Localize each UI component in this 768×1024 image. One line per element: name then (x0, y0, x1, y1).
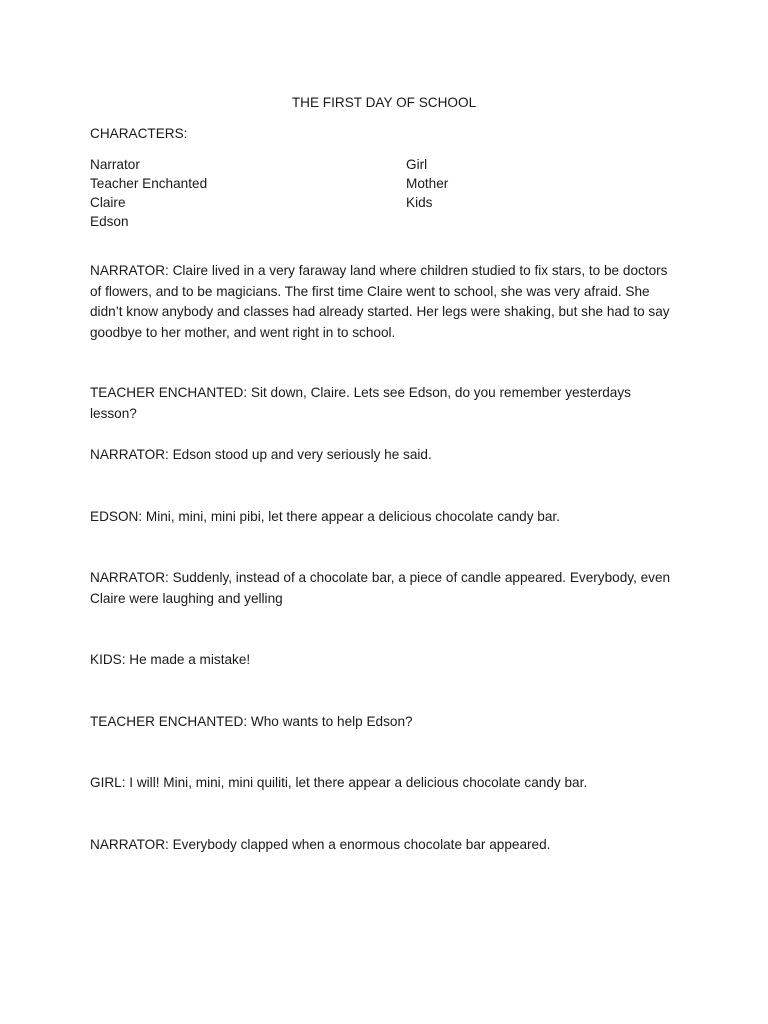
script-paragraph: NARRATOR: Edson stood up and very seriously he said. (90, 447, 432, 462)
script-paragraph: KIDS: He made a mistake! (90, 652, 251, 667)
characters-heading: CHARACTERS: (90, 126, 188, 141)
script-paragraph: TEACHER ENCHANTED: Sit down, Claire. Lets see Edson, do you remember yesterdays lesson? (90, 385, 631, 421)
script-paragraph: TEACHER ENCHANTED: Who wants to help Edson? (90, 714, 413, 729)
script-paragraph: EDSON: Mini, mini, mini pibi, let there appear a delicious chocolate candy bar. (90, 509, 560, 524)
character-name: Claire (90, 195, 126, 210)
characters-list-left (90, 155, 207, 231)
character-name: Kids (406, 195, 433, 210)
character-name: Teacher Enchanted (90, 176, 208, 191)
script-paragraph: NARRATOR: Suddenly, instead of a chocolate bar, a piece of candle appeared. Everybody, even Claire were laughing and yelling (90, 570, 671, 606)
character-name: Girl (406, 157, 428, 172)
script-paragraph: NARRATOR: Everybody clapped when a enormous chocolate bar appeared. (90, 837, 551, 852)
script-paragraph: NARRATOR: Claire lived in a very faraway land where children studied to fix stars, to be doctors of flowers, and to be magicians. The first time Claire went to school, she was very afraid. She didn’t know anybody and classes had already started. Her legs were shaking, but she had to say goodbye to her mother, and went right in to school. (90, 263, 670, 340)
characters-list-right (406, 155, 448, 212)
character-name: Mother (406, 176, 449, 191)
script-paragraph: GIRL: I will! Mini, mini, mini quiliti, let there appear a delicious chocolate candy bar. (90, 775, 588, 790)
character-name: Edson (90, 214, 129, 229)
character-name: Narrator (90, 157, 140, 172)
document-title: THE FIRST DAY OF SCHOOL (291, 95, 477, 110)
